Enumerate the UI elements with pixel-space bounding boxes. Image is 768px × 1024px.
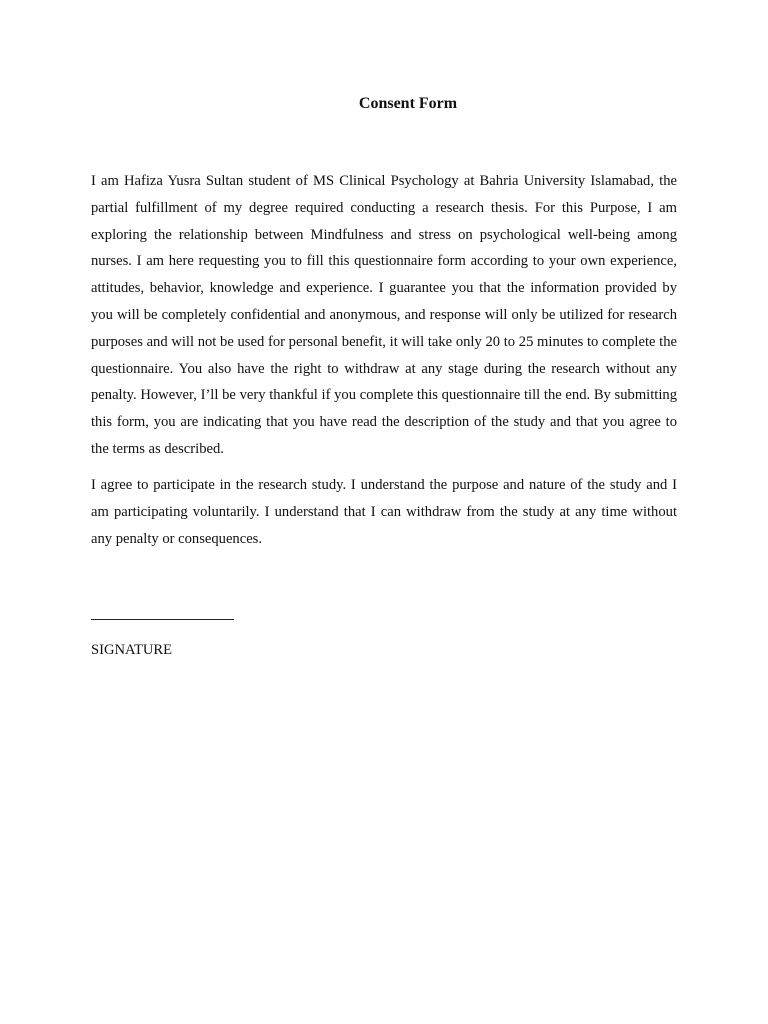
signature-line bbox=[91, 619, 234, 620]
document-title: Consent Form bbox=[358, 95, 458, 112]
intro-paragraph: I am Hafiza Yusra Sultan student of MS Clinical Psychology at Bahria University Islamabad, the partial fulfillment of my degree required conducting a research thesis. For this Purpose, I am exploring the relationship between Mindfulness and stress on psychological well-being among nurses. I am here requesting you to fill this questionnaire form according to your own experience, attitudes, behavior, knowledge and experience. I guarantee you that the information provided by you will be completely confidential and anonymous, and response will only be utilized for research purposes and will not be used for personal benefit, it will take only 20 to 25 minutes to complete the questionnaire. You also have the right to withdraw at any stage during the research without any penalty. However, I’ll be very thankful if you complete this questionnaire till the end. By submitting this form, you are indicating that you have read the description of the study and that you agree to the terms as described. bbox=[91, 173, 677, 457]
agreement-paragraph: I agree to participate in the research study. I understand the purpose and nature of the study and I am participating voluntarily. I understand that I can withdraw from the study at any time without any penalty or consequences. bbox=[91, 477, 677, 547]
signature-label: SIGNATURE bbox=[91, 642, 173, 658]
